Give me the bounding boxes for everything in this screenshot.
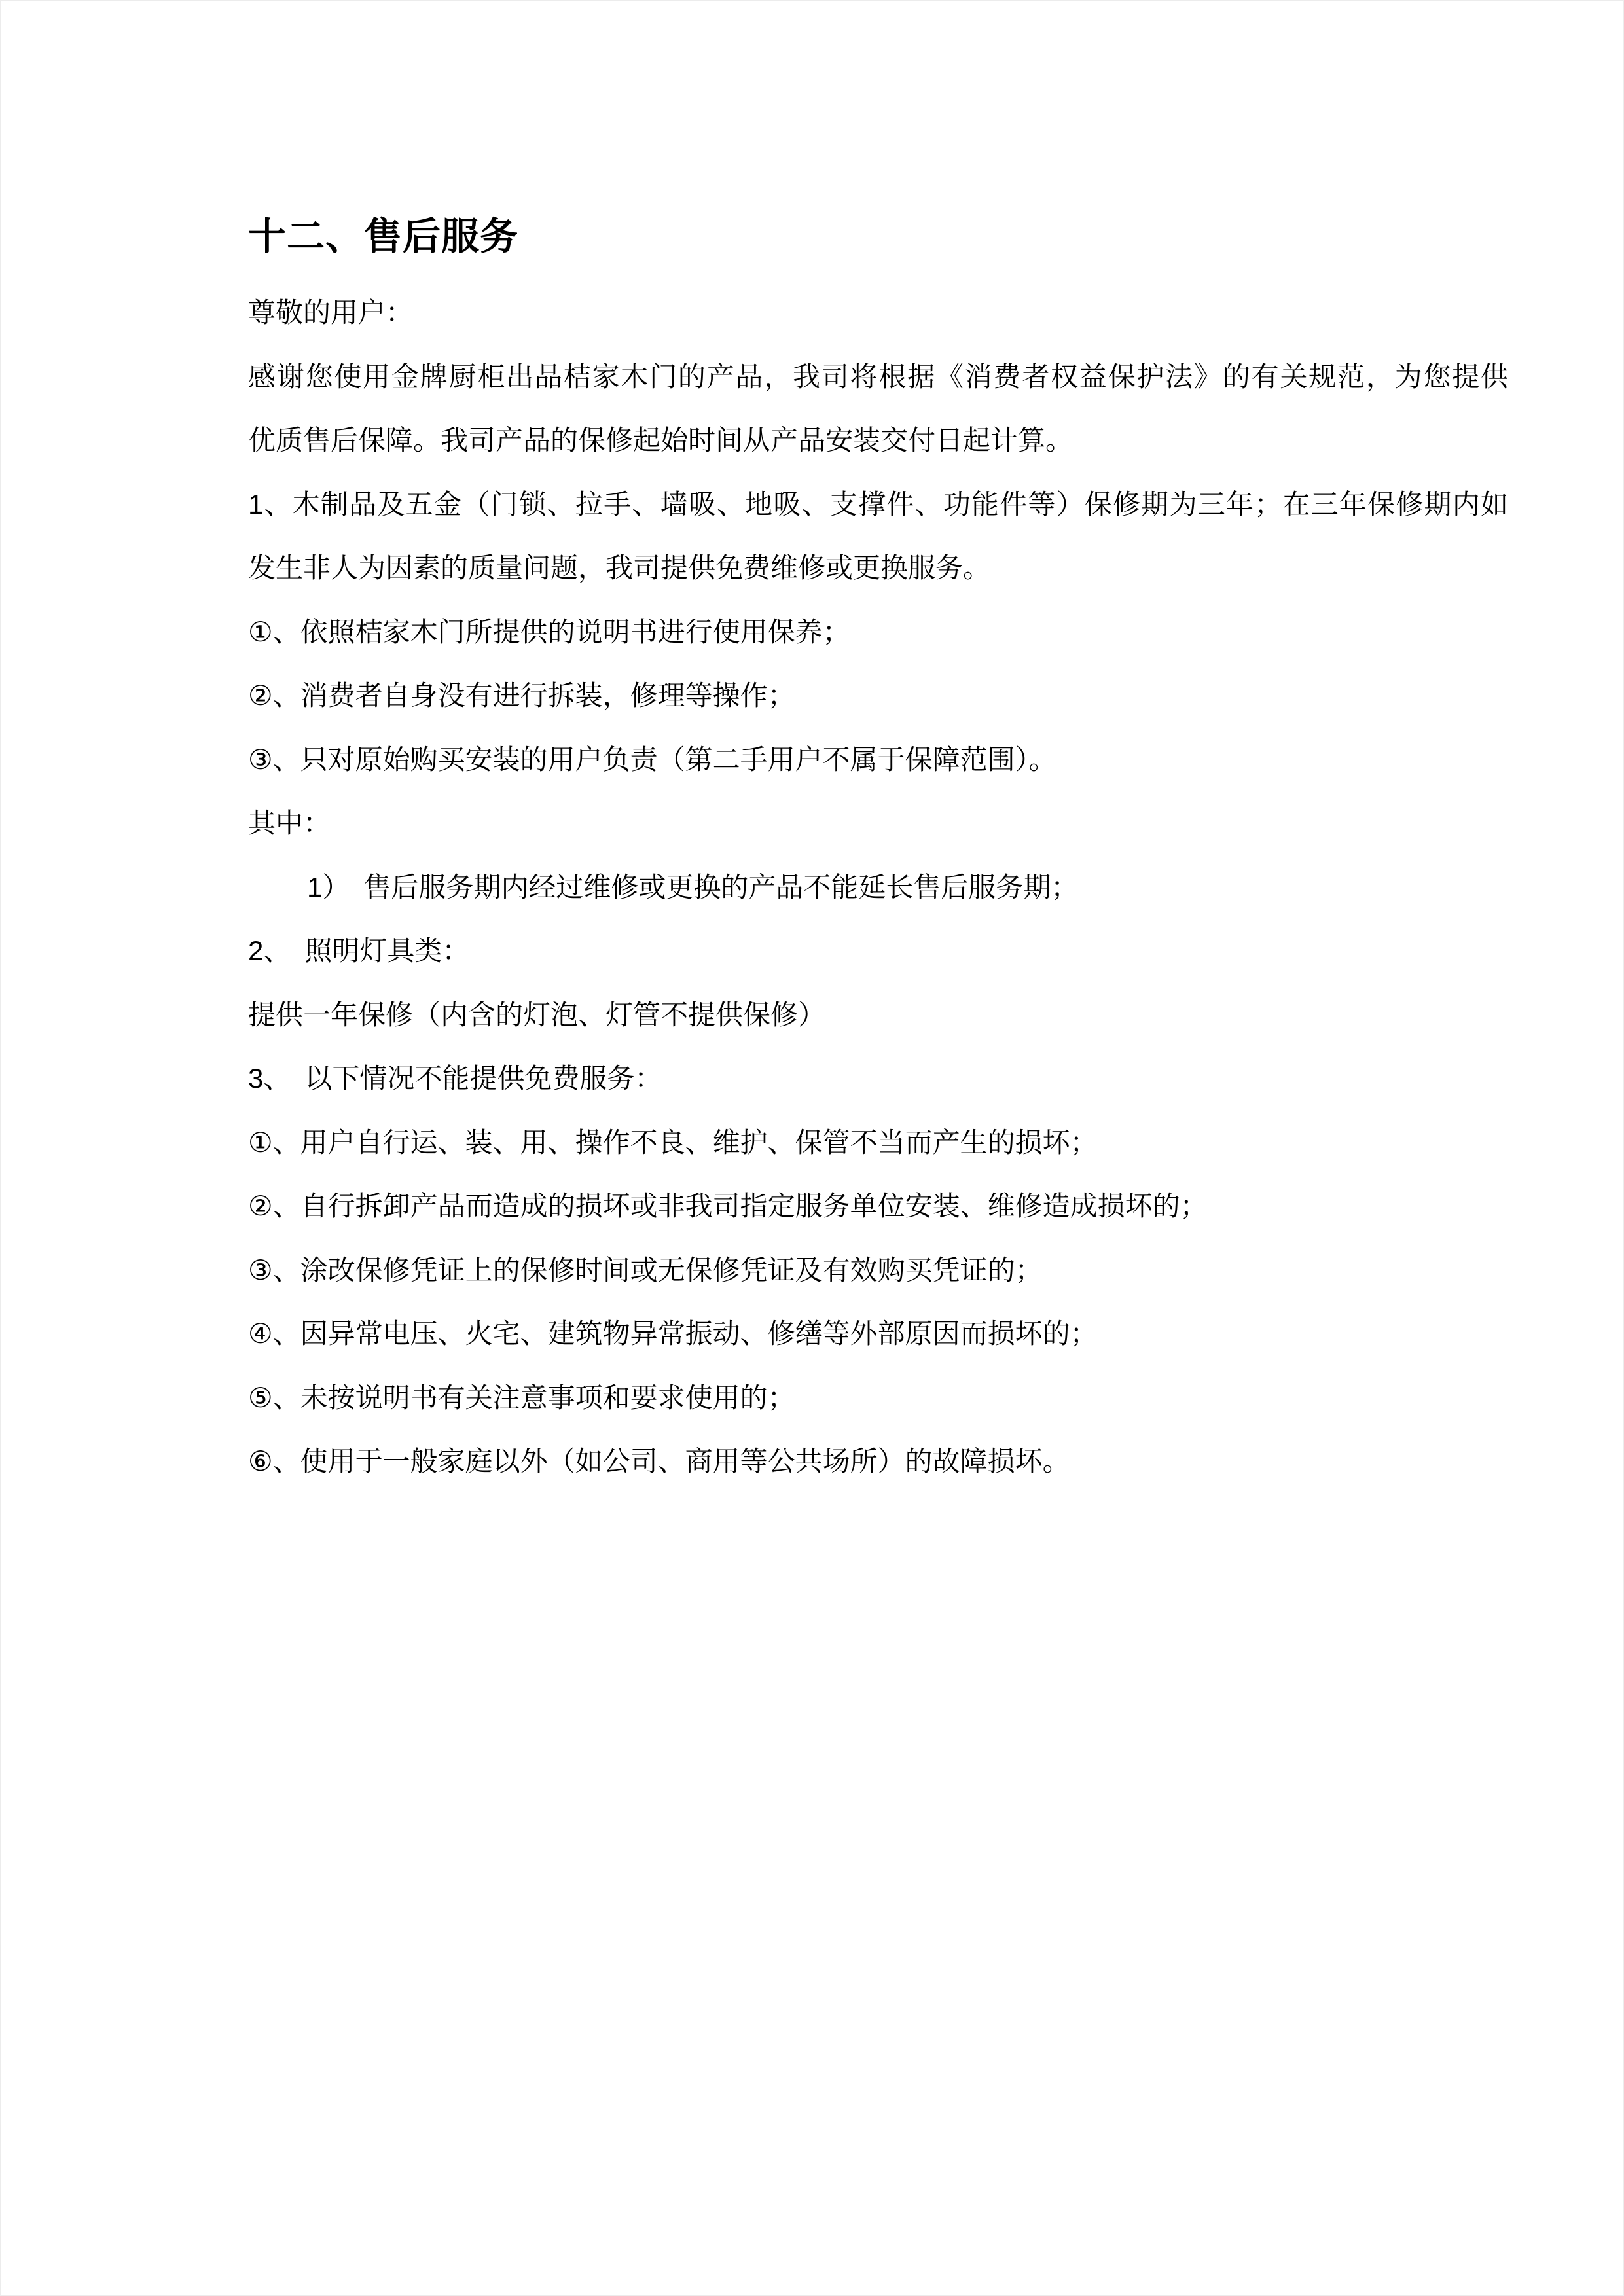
text-line: ③、涂改保修凭证上的保修时间或无保修凭证及有效购买凭证的；: [248, 1254, 1043, 1285]
text-line: 优质售后保障。我司产品的保修起始时间从产品安装交付日起计算。: [248, 425, 1074, 456]
text-line: 尊敬的用户：: [248, 297, 414, 328]
text-line: ③、只对原始购买安装的用户负责（第二手用户不属于保障范围）。: [248, 744, 1056, 775]
text-line: 2、 照明灯具类：: [248, 935, 470, 966]
text-line: ②、消费者自身没有进行拆装，修理等操作；: [248, 680, 795, 711]
text-line: 提供一年保修（内含的灯泡、灯管不提供保修）: [248, 999, 826, 1030]
text-line: 发生非人为因素的质量问题，我司提供免费维修或更换服务。: [248, 552, 991, 583]
text-line: 3、 以下情况不能提供免费服务：: [248, 1063, 662, 1094]
text-line: ⑥、使用于一般家庭以外（如公司、商用等公共场所）的故障损坏。: [248, 1446, 1070, 1477]
text-line: ④、因异常电压、火宅、建筑物异常振动、修缮等外部原因而损坏的；: [248, 1318, 1098, 1349]
text-line: 感谢您使用金牌厨柜出品桔家木门的产品，我司将根据《消费者权益保护法》的有关规范，为您提供: [248, 361, 1508, 392]
text-line: ①、用户自行运、装、用、操作不良、维护、保管不当而产生的损坏；: [248, 1126, 1098, 1158]
text-line: ⑤、未按说明书有关注意事项和要求使用的；: [248, 1382, 795, 1413]
document-content: [248, 1, 1508, 1494]
text-line: ①、依照桔家木门所提供的说明书进行使用保养；: [248, 616, 850, 647]
text-line: 1） 售后服务期内经过维修或更换的产品不能延长售后服务期；: [307, 871, 1079, 903]
text-line: 其中：: [248, 808, 331, 838]
text-line: 1、木制品及五金（门锁、拉手、墙吸、地吸、支撑件、功能件等）保修期为三年；在三年保修期内如: [248, 488, 1508, 520]
section-heading: 十二、售后服务: [248, 215, 519, 258]
body-text: [248, 281, 1508, 1494]
text-line: ②、自行拆卸产品而造成的损坏或非我司指定服务单位安装、维修造成损坏的；: [248, 1191, 1208, 1221]
